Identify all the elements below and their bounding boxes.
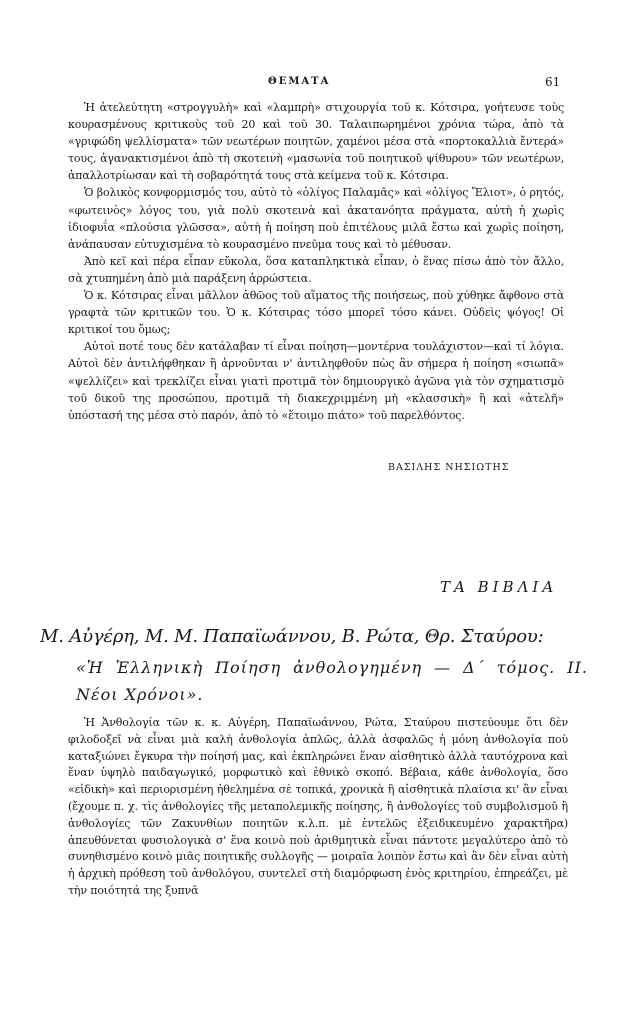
book-title: «Ἡ Ἑλληνικὴ Ποίηση ἀνθολογημένη — Δ΄ τόμος. ΙΙ. Νέοι Χρόνοι». bbox=[76, 658, 588, 704]
page-header bbox=[0, 76, 639, 92]
essay-paragraph: Αὐτοὶ ποτέ τους δὲν κατάλαβαν τί εἶναι ποίηση—μοντέρνα τουλάχιστον—καὶ τί λόγια. Αὐτοὶ δὲν ἀντιλήφθηκαν ἢ ἀρνοῦνται ν' ἀντιληφθοῦν πὼς ἂν σήμερα ἡ ποίηση «σιωπᾶ» «ψελλίζει» καὶ τρεκλίζει εἶναι γιατὶ προτιμᾶ τὸν δημιουργικὸ ἀγῶνα γιὰ τὸν σχηματισμὸ τοῦ δικοῦ της προσώπου, προτιμᾶ τὴ διακεχριμμένη μὴ «κλασσικὴ» ἢ καὶ «ἀτελῆ» ὑπόστασή της μέσα στὸ παρόν, ἀπὸ τὸ «ἕτοιμο πιάτο» τοῦ παρελθόντος. bbox=[68, 340, 564, 422]
essay-paragraph: Ὁ κ. Κότσιρας εἶναι μᾶλλον ἀθῶος τοῦ αἵματος τῆς ποιήσεως, ποὺ χύθηκε ἄφθονο στὰ γραφτὰ τῶν κριτικῶν του. Ὁ κ. Κότσιρας τόσο μπορεῖ τόσο κάνει. Οὐδεὶς ψόγος! Οἱ κριτικοί του ὅμως; bbox=[68, 289, 564, 337]
essay-paragraph: Ἡ ἀτελεύτητη «στρογγυλὴ» καὶ «λαμπρὴ» στιχουργία τοῦ κ. Κότσιρα, γοήτευσε τοὺς κουρασμένους κριτικοὺς τοῦ 20 καὶ τοῦ 30. Ταλαιπωρημένοι χρόνια τώρα, ἀπὸ τὰ «γριφώδη ψελλίσματα» τῶν νεωτέρων ποιητῶν, χαμένοι μέσα στὰ «πορτοκαλλιὰ ἔντερά» τους, ἀγανακτισμένοι ἀπὸ τὴ σκοτεινὴ «μασωνία τοῦ ποιητικοῦ ψίθυρου» τῶν νεωτέρων, ἀπαλλοτρίωσαν καὶ τὴ σοβαρότητά τους στὰ κείμενα τοῦ κ. Κότσιρα. bbox=[68, 101, 564, 183]
essay-paragraph: Ἀπὸ κεῖ καὶ πέρα εἶπαν εὔκολα, ὅσα καταπληκτικὰ εἶπαν, ὁ ἕνας πίσω ἀπὸ τὸν ἄλλο, σὰ χτυπημένη ἀπὸ μιὰ παράξενη ἀρρώστεια. bbox=[68, 254, 564, 285]
review-paragraph: Ἡ Ἀνθολογία τῶν κ. κ. Αὐγέρη, Παπαϊωάννου, Ρώτα, Σταύρου πιστεύουμε ὅτι δὲν φιλοδοξεῖ νὰ εἶναι μιὰ καλὴ ἀνθολογία ἁπλῶς, ἀλλὰ ἀσφαλῶς ἡ μόνη ἀνθολογία ποὺ καταξιώνει ἔγκυρα τὴν ποίησή μας, καὶ ἐκπληρώνει ἕναν αἰσθητικὸ ἀλλὰ ταυτόχρονα καὶ ἕναν ὑψηλὸ παιδαγωγικό, μορφωτικὸ καὶ ἐθνικὸ σκοπό. Βέβαια, κάθε ἀνθολογία, ὅσο «εἰδικὴ» καὶ περιορισμένη ἠθελημένα σὲ τοπικά, χρονικὰ ἢ αἰσθητικὰ πλαίσια κι' ἂν εἶναι (ἔχουμε π. χ. τὶς ἀνθολογίες τῆς μεταπολεμικῆς ποίησης, ἢ ἀνθολογίες τοῦ συμβολισμοῦ ἢ ἀνθολογίες τῶν Ζακυνθίων ποιητῶν κ.λ.π. μὲ ἐντελῶς ἐξειδικευμένο χαρακτῆρα) ἀπευθύνεται φυσιολογικὰ σ' ἕνα κοινὸ ποὺ ἀριθμητικὰ εἶναι πάντοτε μεγαλύτερο ἀπὸ τὸ συνηθισμένο κοινὸ μιᾶς ποιητικῆς συλλογῆς — μοιραῖα λοιπὸν ἔστω καὶ ἂν δὲν εἶναι αὐτὴ ἡ ἀρχικὴ πρόθεση τοῦ ἀνθολόγου, συντελεῖ στὴ διαμόρφωση ἑνὸς κριτηρίου, ἐπηρεάζει, μὲ τὴν ποιότητά της ξυπνᾶ bbox=[68, 716, 568, 897]
review-body bbox=[68, 715, 568, 900]
essay-paragraph: Ὁ βολικὸς κονφορμισμός του, αὐτὸ τὸ «ὀλίγος Παλαμᾶς» καὶ «ὀλίγος Ἔλιοτ», ὁ ρητός, «φωτεινὸς» λόγος του, γιὰ πολὺ σκοτεινὰ καὶ ἀκατανόητα πράγματα, αὐτὴ ἡ χωρὶς ἰδιοφυΐα «πλούσια γλῶσσα», αὐτὴ ἡ ποίηση ποὺ ἐπιτέλους μιλᾶ ἔστω καὶ χωρὶς ποίηση, ἀνάπαυσαν εὐτυχισμένα τὸ κουρασμένο πνεῦμα τους καὶ τὸ μέθυσαν. bbox=[68, 186, 564, 251]
running-title: ΘΕΜΑΤΑ bbox=[268, 76, 331, 87]
book-authors: Μ. Αὐγέρη, Μ. Μ. Παπαϊωάννου, Β. Ρώτα, Θρ. Σταύρου: bbox=[40, 626, 544, 647]
page-number: 61 bbox=[545, 75, 561, 89]
section-heading: ΤΑ ΒΙΒΛΙΑ bbox=[440, 578, 558, 596]
author-signature: ΒΑΣΙΛΗΣ ΝΗΣΙΩΤΗΣ bbox=[388, 462, 510, 473]
essay-body bbox=[68, 99, 564, 424]
